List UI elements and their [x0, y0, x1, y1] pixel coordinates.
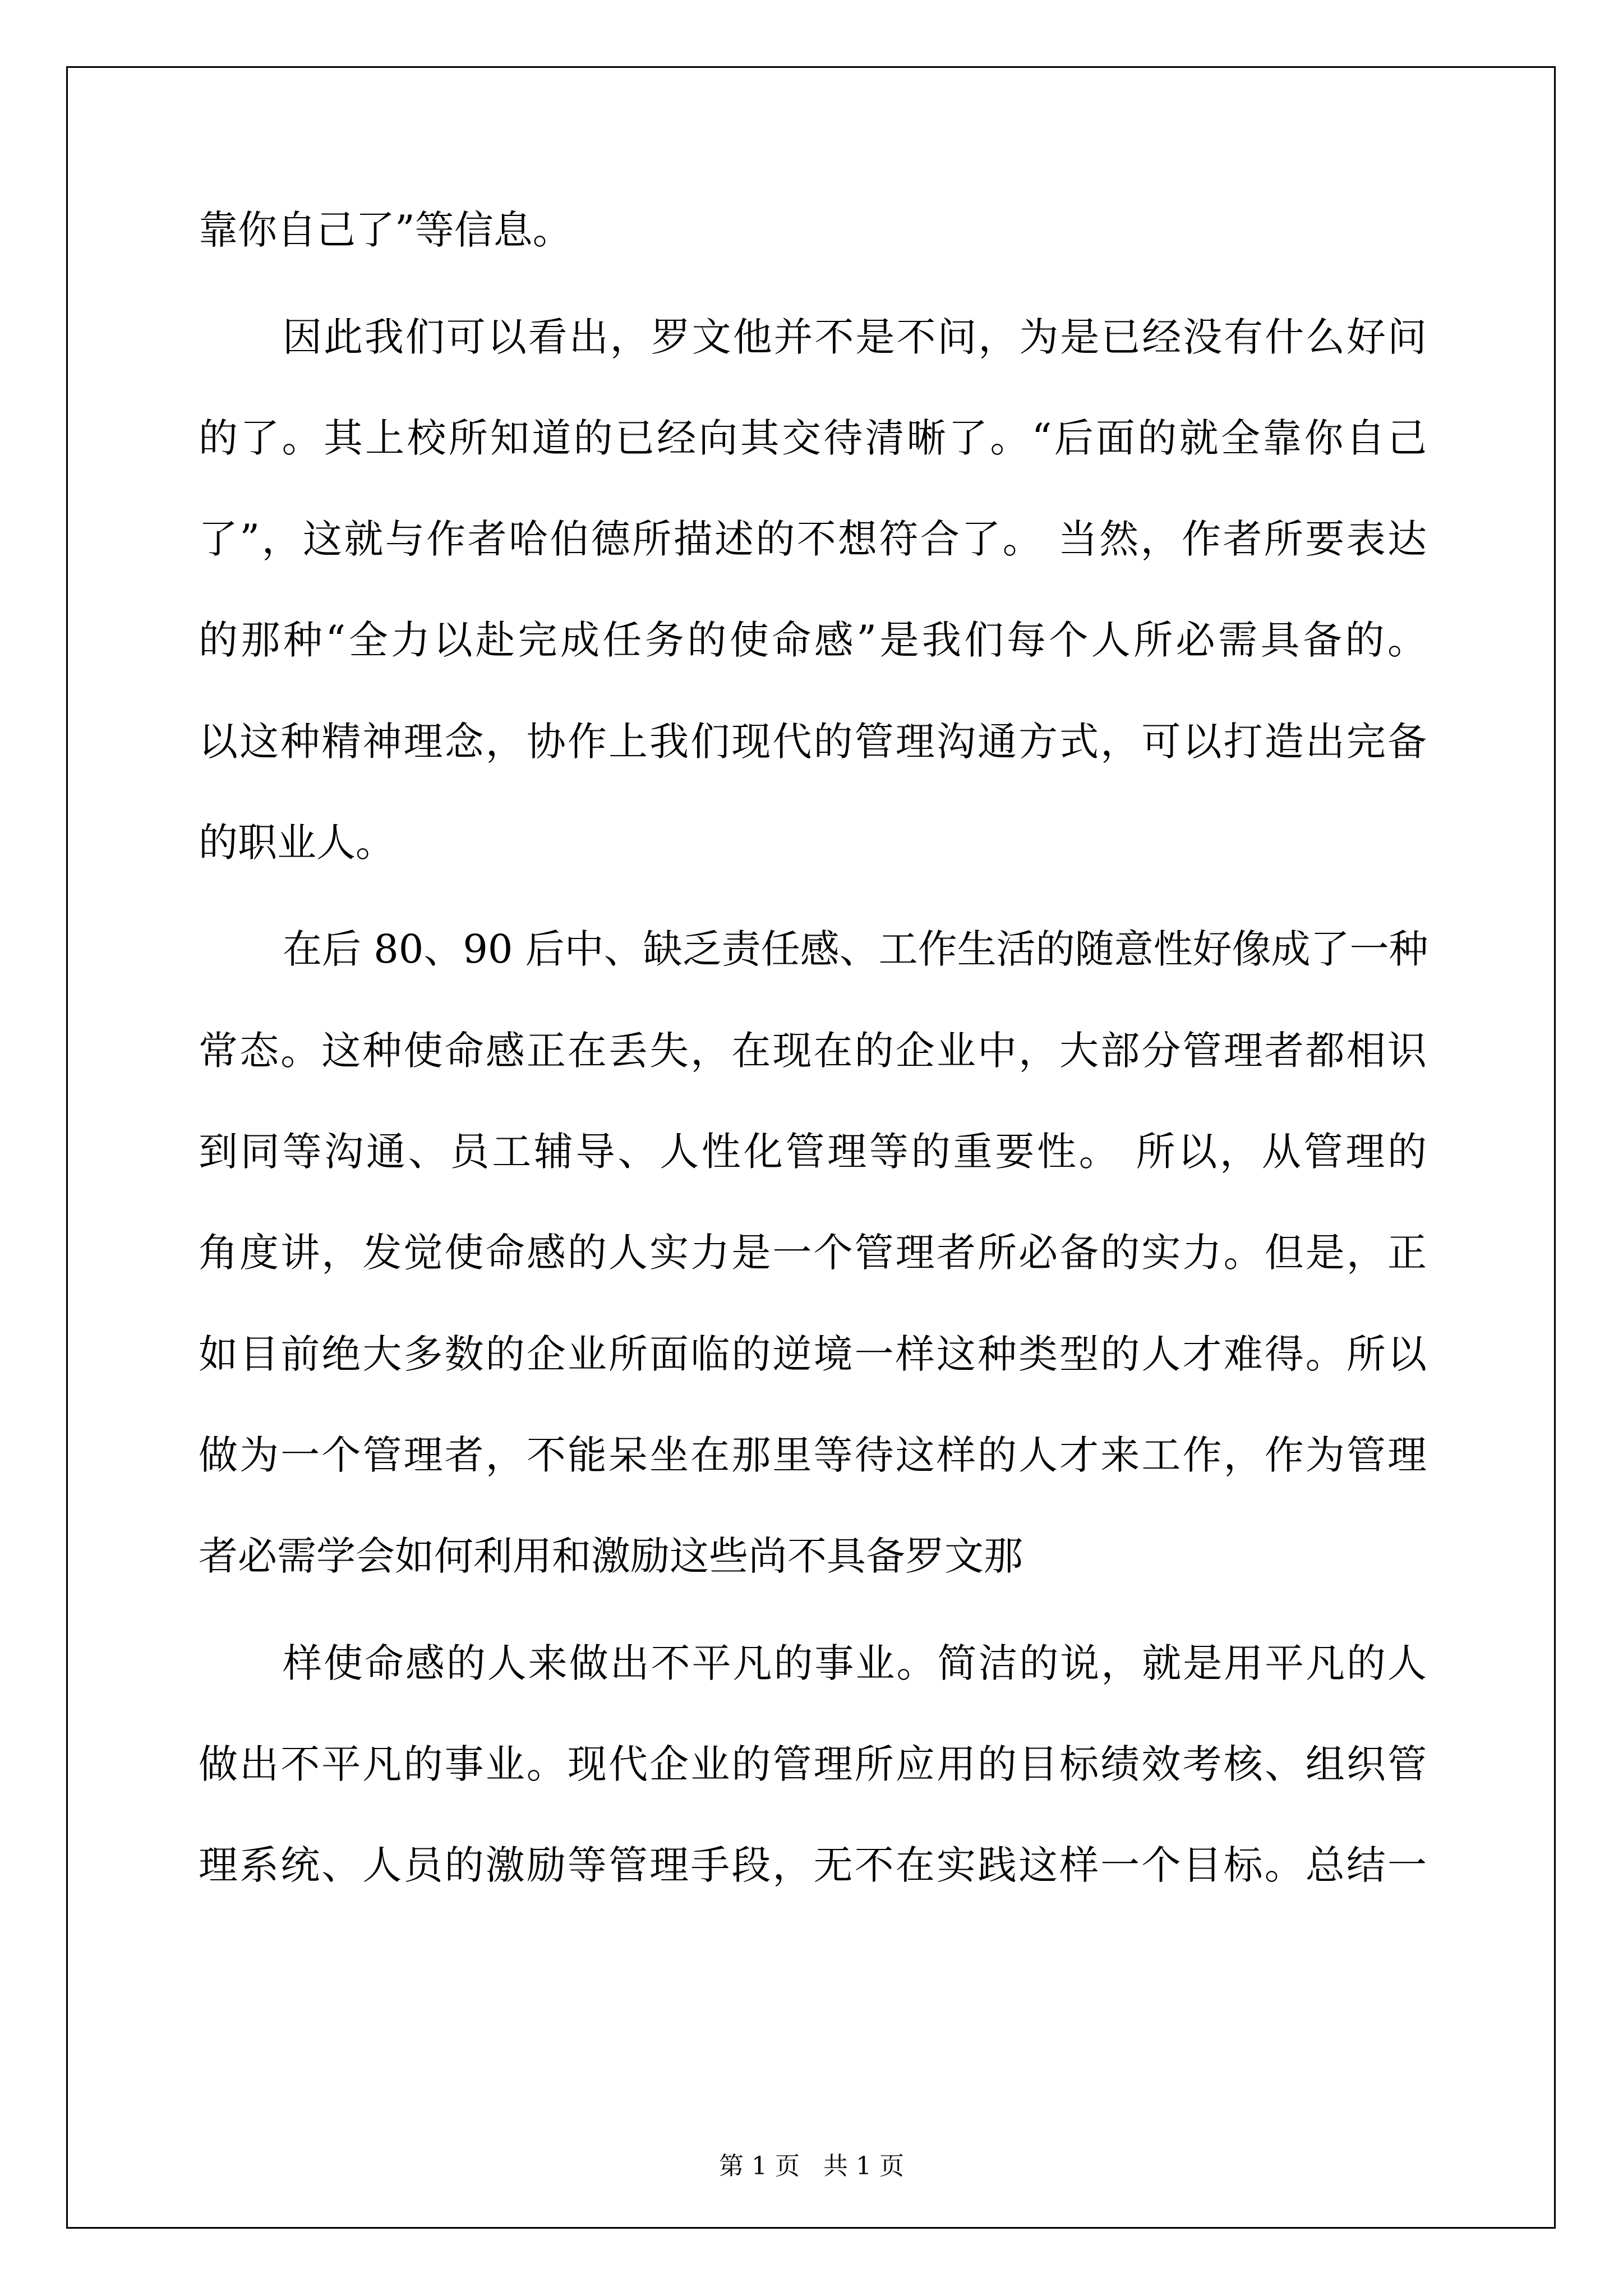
- text-line: 因此我们可以看出，罗文他并不是不问，为是已经没有什么好问: [283, 314, 1427, 360]
- text-line: 做为一个管理者，不能呆坐在那里等待这样的人才来工作，作为管理: [199, 1432, 1427, 1478]
- text-line: 的了。其上校所知道的已经向其交待清晰了。“后面的就全靠你自己: [199, 415, 1427, 461]
- text-line: 靠你自己了”等信息。: [199, 207, 572, 253]
- text-line: 到同等沟通、员工辅导、人性化管理等的重要性。 所以，从管理的: [199, 1129, 1427, 1175]
- text-line: 的那种“全力以赴完成任务的使命感”是我们每个人所必需具备的。: [199, 617, 1427, 663]
- text-line: 角度讲，发觉使命感的人实力是一个管理者所必备的实力。但是，正: [199, 1230, 1427, 1276]
- page-number-footer: 第 1 页 共 1 页: [719, 2152, 904, 2180]
- text-line: 样使命感的人来做出不平凡的事业。简洁的说，就是用平凡的人: [283, 1640, 1427, 1686]
- text-line: 常态。这种使命感正在丢失，在现在的企业中，大部分管理者都相识: [199, 1028, 1427, 1074]
- text-line: 了”，这就与作者哈伯德所描述的不想符合了。 当然，作者所要表达: [199, 516, 1427, 562]
- text-line: 做出不平凡的事业。现代企业的管理所应用的目标绩效考核、组织管: [199, 1741, 1427, 1787]
- text-line: 理系统、人员的激励等管理手段，无不在实践这样一个目标。总结一: [199, 1842, 1427, 1888]
- text-line: 以这种精神理念，协作上我们现代的管理沟通方式，可以打造出完备: [199, 719, 1427, 765]
- text-line: 如目前绝大多数的企业所面临的逆境一样这种类型的人才难得。所以: [199, 1331, 1427, 1377]
- text-line: 的职业人。: [199, 820, 395, 866]
- text-line: 者必需学会如何利用和激励这些尚不具备罗文那: [199, 1533, 1023, 1579]
- text-line: 在后 80、90 后中、缺乏责任感、工作生活的随意性好像成了一种: [283, 926, 1428, 972]
